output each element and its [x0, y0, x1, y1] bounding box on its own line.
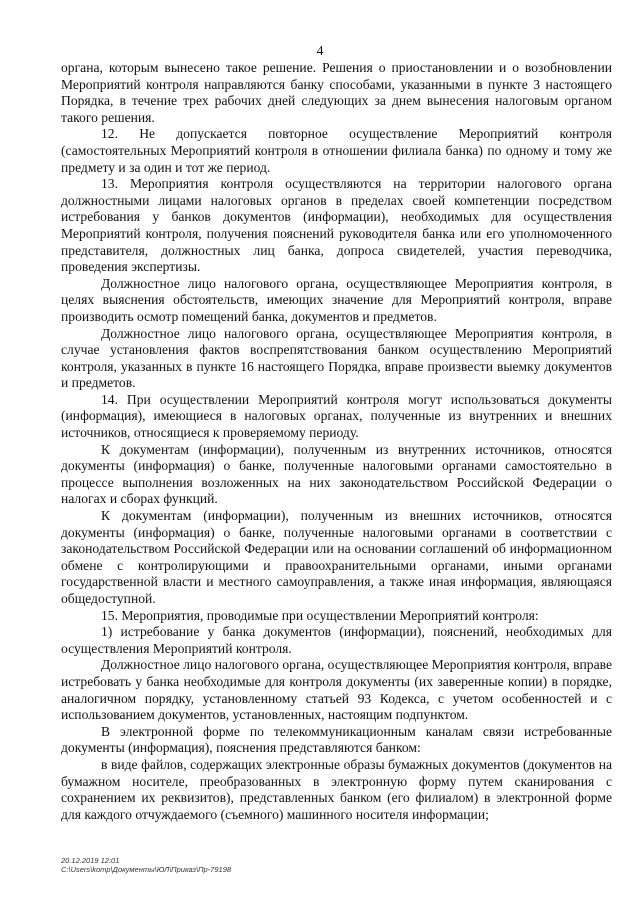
- paragraph-external-sources: К документам (информации), полученным из внешних источников, относятся документы (информация) о банке, полученные налоговыми органами в соответствии с законодательством Российской Федерации или на основании соглашений об информационном обмене с контролирующими и правоохранительными органами, иными органами государственной власти и местного самоуправления, а также иная информация, являющаяся общедоступной.: [61, 508, 612, 606]
- footer-timestamp: 20.12.2019 12:01: [61, 856, 120, 865]
- paragraph-item-15: 15. Мероприятия, проводимые при осуществлении Мероприятий контроля:: [101, 607, 539, 623]
- paragraph-seizure-rights: Должностное лицо налогового органа, осуществляющее Мероприятия контроля, в случае установления фактов воспрепятствования банком осуществлению Мероприятий контроля, указанных в пункте 16 настоящего Порядка, вправе произвести выемку документов и предметов.: [61, 325, 612, 391]
- paragraph-request-documents: Должностное лицо налогового органа, осуществляющее Мероприятия контроля, вправе истребовать у банка необходимые для контроля документы (их заверенные копии) в порядке, аналогичном порядку, установленному статьей 93 Кодекса, с учетом особенностей и с использованием документов, установленных, настоящим подпунктом.: [61, 657, 612, 723]
- document-body: [61, 60, 612, 823]
- paragraph-electronic-form: В электронной форме по телекоммуникационным каналам связи истребованные документы (информация), пояснения представляются банком:: [61, 723, 612, 756]
- footer-file-path: C:\Users\komp\Документы\ЮЛ\Приказ\Пр-79198: [61, 865, 232, 874]
- paragraph-continuation: органа, которым вынесено такое решение. Решения о приостановлении и о возобновлении Мероприятий контроля направляются банку способами, указанными в пункте 3 настоящего Порядка, в течение трех рабочих дней следующих за днем вынесения налоговым органом такого решения.: [61, 60, 612, 125]
- page-number: 4: [316, 44, 324, 59]
- paragraph-inspection-rights: Должностное лицо налогового органа, осуществляющее Мероприятия контроля, в целях выяснения обстоятельств, имеющих значение для Мероприятий контроля, вправе производить осмотр помещений банка, документов и предметов.: [61, 275, 612, 324]
- paragraph-item-14: 14. При осуществлении Мероприятий контроля могут использоваться документы (информация), имеющиеся в налоговых органах, полученные из внутренних и внешних источников, относящиеся к проверяемому периоду.: [61, 391, 612, 441]
- paragraph-internal-sources: К документам (информации), полученным из внутренних источников, относятся документы (информация) о банке, полученные налоговыми органами самостоятельно в процессе выполнения возложенных на них законодательством Российской Федерации о налогах и сборах функций.: [61, 441, 612, 507]
- paragraph-item-12: 12. Не допускается повторное осуществление Мероприятий контроля (самостоятельных Мероприятий контроля в отношении филиала банка) по одному и тому же предмету и за один и тот же период.: [61, 126, 612, 175]
- paragraph-item-13: 13. Мероприятия контроля осуществляются на территории налогового органа должностными лицами налоговых органов в пределах своей компетенции посредством истребования у банков документов (информации), необходимых для осуществления Мероприятий контроля, получения пояснений руководителя банка или его уполномоченного представителя, должностных лиц банка, допроса свидетелей, участия переводчика, проведения экспертизы.: [61, 176, 612, 275]
- paragraph-subitem-1: 1) истребование у банка документов (информации), пояснений, необходимых для осуществления Мероприятий контроля.: [61, 624, 612, 656]
- file-footer: [61, 856, 231, 874]
- paragraph-scanned-files: в виде файлов, содержащих электронные образы бумажных документов (документов на бумажном носителе, преобразованных в электронную форму путем сканирования с сохранением их реквизитов), представленных банком (его филиалом) в электронной форме для каждого отчуждаемого (съемного) машинного носителя информации;: [61, 756, 612, 822]
